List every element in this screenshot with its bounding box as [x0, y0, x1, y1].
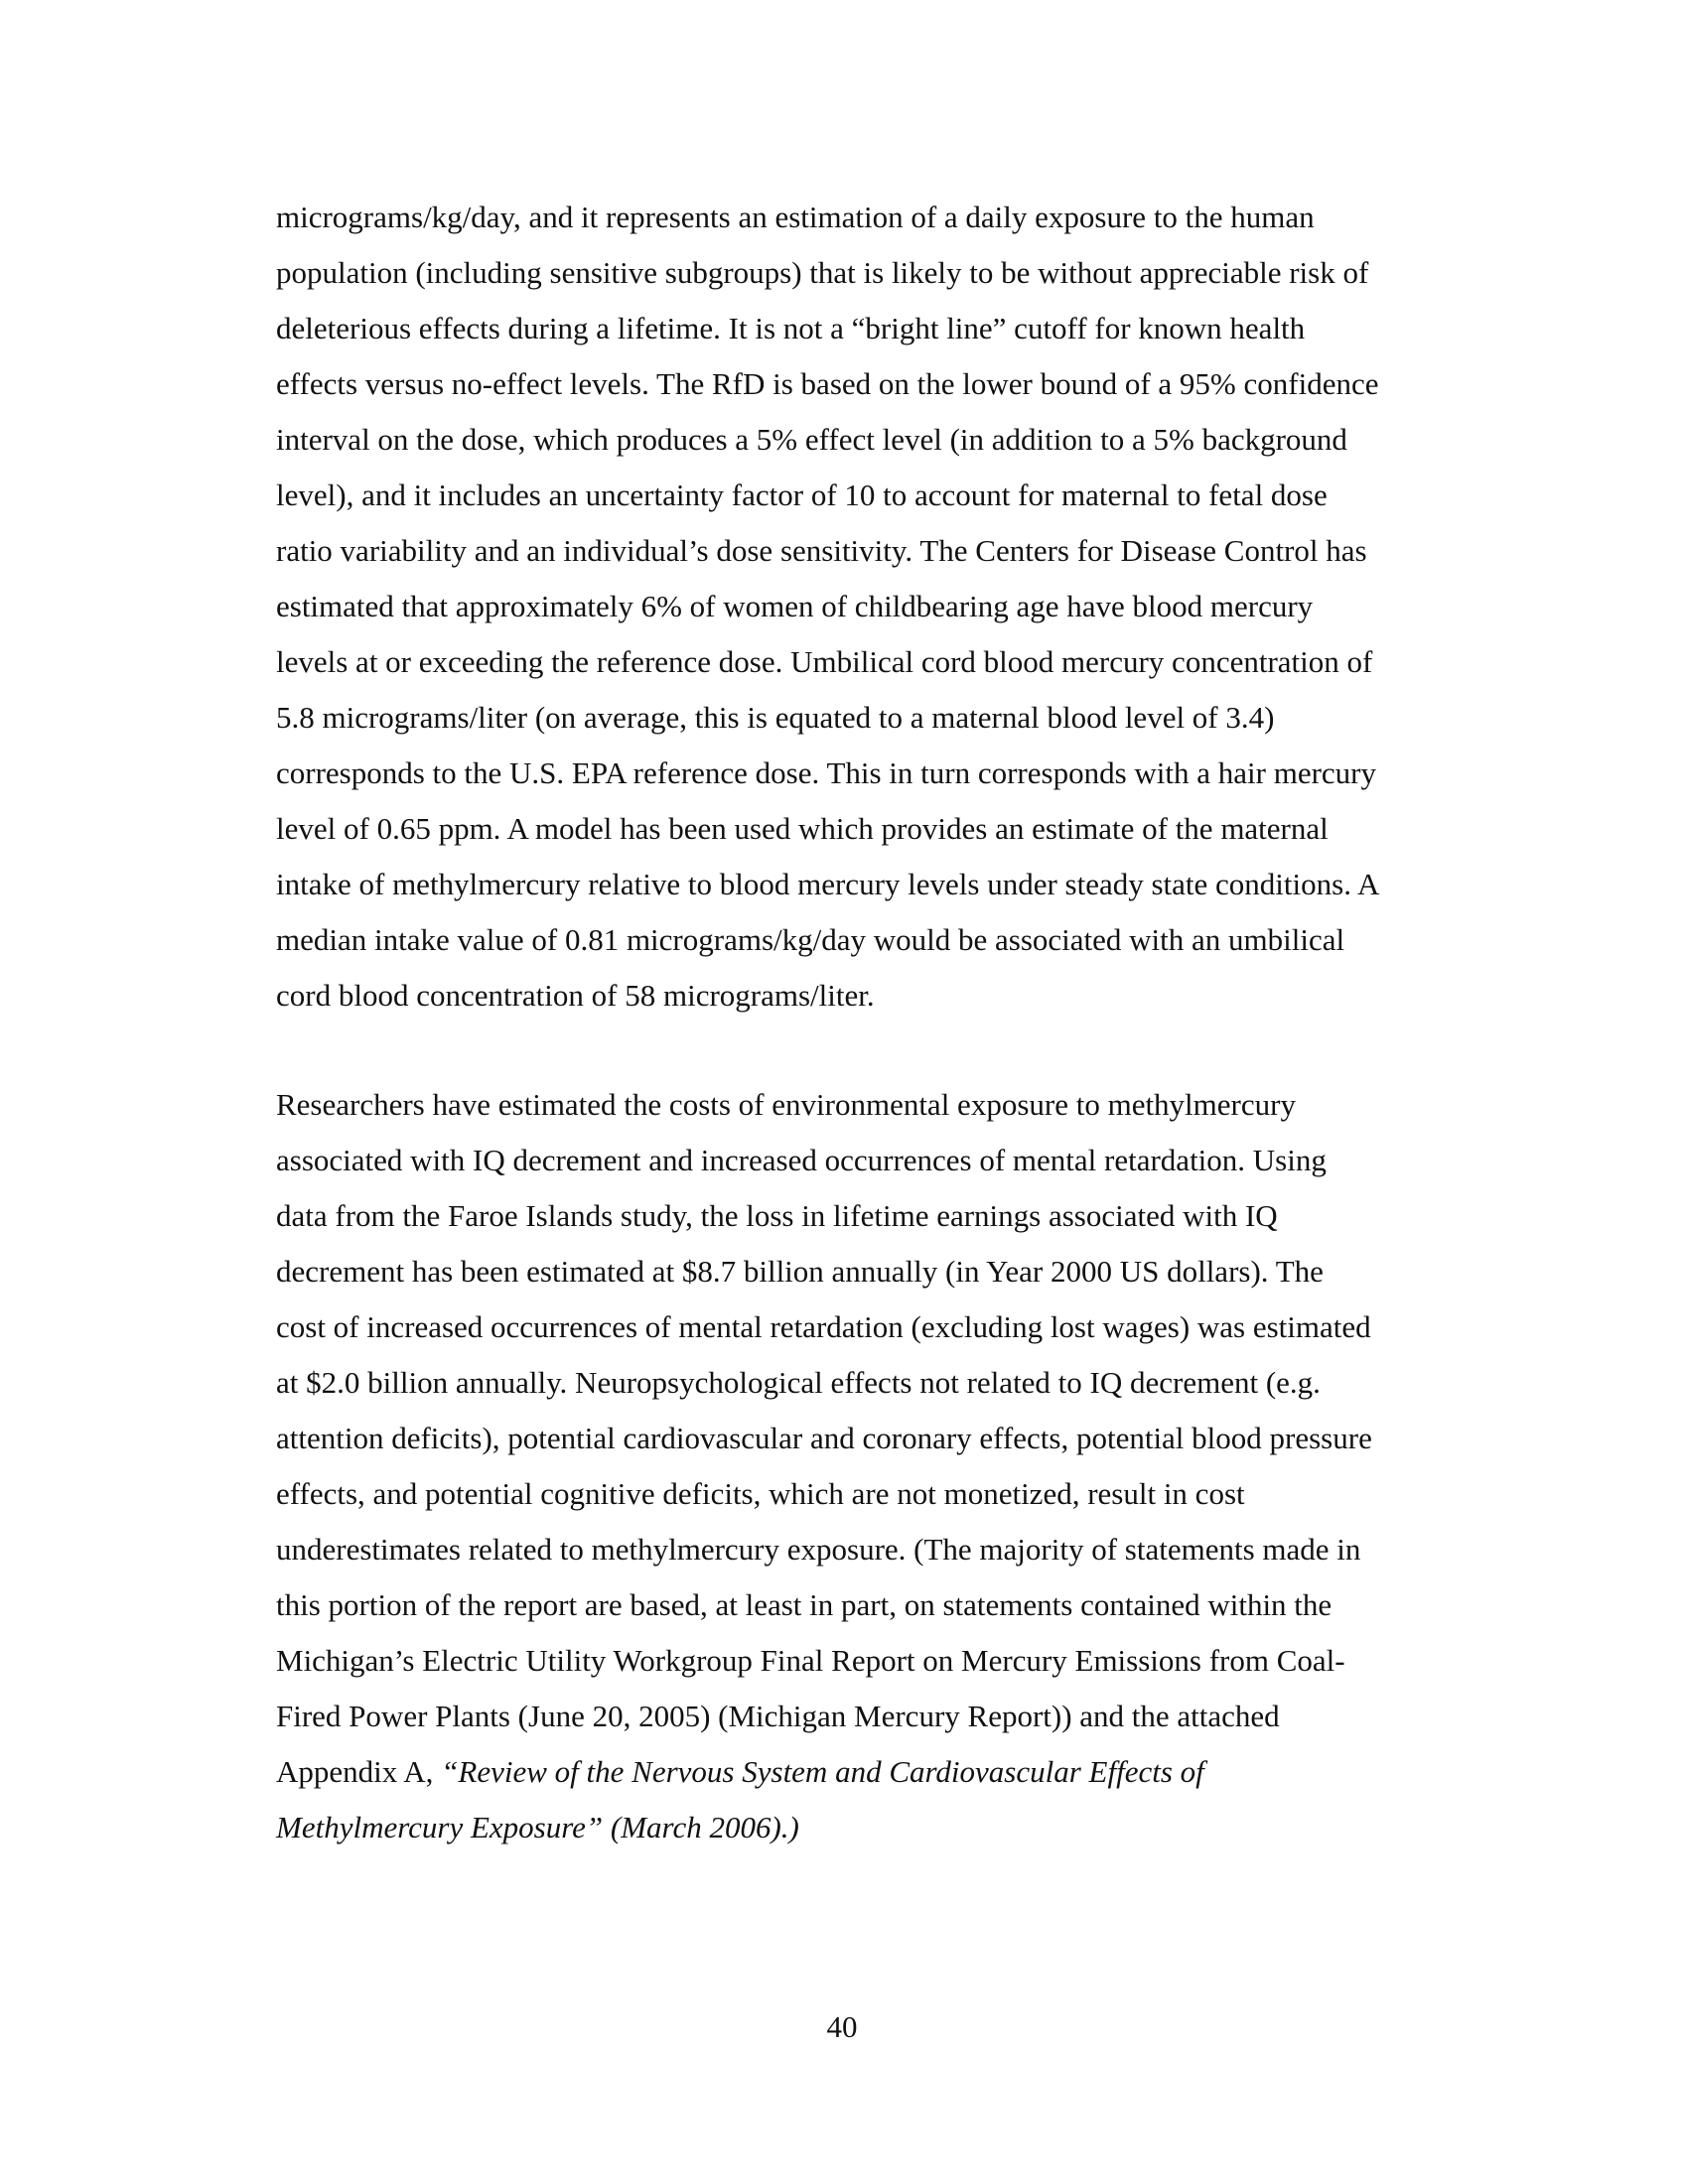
- text-line: 5.8 micrograms/liter (on average, this is equated to a maternal blood level of 3.4): [276, 700, 1275, 735]
- text-line: underestimates related to methylmercury exposure. (The majority of statements made in: [276, 1532, 1361, 1567]
- text-line: levels at or exceeding the reference dose. Umbilical cord blood mercury concentration of: [276, 644, 1373, 679]
- text-line: intake of methylmercury relative to blood mercury levels under steady state conditions. A: [276, 867, 1380, 901]
- text-line: this portion of the report are based, at least in part, on statements contained within the: [276, 1587, 1333, 1622]
- paragraph-exposure-costs: [276, 1077, 1372, 1855]
- text-line: level), and it includes an uncertainty factor of 10 to account for maternal to fetal dose: [276, 478, 1328, 512]
- text-line: Researchers have estimated the costs of environmental exposure to methylmercury: [276, 1087, 1296, 1122]
- text-line: data from the Faroe Islands study, the loss in lifetime earnings associated with IQ: [276, 1198, 1278, 1233]
- appendix-title-italic: “Review of the Nervous System and Cardiovascular Effects of: [441, 1754, 1204, 1789]
- text-line: Michigan’s Electric Utility Workgroup Final Report on Mercury Emissions from Coal-: [276, 1643, 1345, 1678]
- text-line: ratio variability and an individual’s dose sensitivity. The Centers for Disease Control has: [276, 533, 1367, 568]
- text-line: median intake value of 0.81 micrograms/kg/day would be associated with an umbilical: [276, 922, 1345, 957]
- text-line: estimated that approximately 6% of women of childbearing age have blood mercury: [276, 589, 1314, 623]
- appendix-reference-line: [276, 1744, 1372, 1800]
- appendix-label: Appendix A,: [276, 1754, 442, 1789]
- appendix-title-continuation: Methylmercury Exposure” (March 2006).): [276, 1810, 799, 1844]
- text-line: Fired Power Plants (June 20, 2005) (Michigan Mercury Report)) and the attached: [276, 1699, 1280, 1733]
- text-line: decrement has been estimated at $8.7 billion annually (in Year 2000 US dollars). The: [276, 1254, 1324, 1289]
- text-line: effects, and potential cognitive deficits, which are not monetized, result in cost: [276, 1476, 1245, 1511]
- text-line: corresponds to the U.S. EPA reference dose. This in turn corresponds with a hair mercury: [276, 755, 1376, 790]
- paragraph-rfd-explanation: [276, 190, 1379, 1024]
- text-line: micrograms/kg/day, and it represents an estimation of a daily exposure to the human: [276, 200, 1315, 234]
- text-line: deleterious effects during a lifetime. It is not a “bright line” cutoff for known health: [276, 311, 1306, 345]
- text-line: level of 0.65 ppm. A model has been used which provides an estimate of the maternal: [276, 811, 1329, 846]
- page-number: 40: [826, 2009, 858, 2044]
- text-line: population (including sensitive subgroups) that is likely to be without appreciable risk of: [276, 255, 1369, 290]
- text-line: effects versus no-effect levels. The RfD is based on the lower bound of a 95% confidence: [276, 366, 1379, 401]
- text-line: interval on the dose, which produces a 5% effect level (in addition to a 5% background: [276, 422, 1347, 457]
- text-line: cord blood concentration of 58 micrograms/liter.: [276, 978, 875, 1013]
- text-line: attention deficits), potential cardiovascular and coronary effects, potential blood pressure: [276, 1421, 1372, 1455]
- text-line: cost of increased occurrences of mental retardation (excluding lost wages) was estimated: [276, 1309, 1371, 1344]
- text-line: at $2.0 billion annually. Neuropsychological effects not related to IQ decrement (e.g.: [276, 1365, 1321, 1400]
- text-line: associated with IQ decrement and increased occurrences of mental retardation. Using: [276, 1143, 1327, 1177]
